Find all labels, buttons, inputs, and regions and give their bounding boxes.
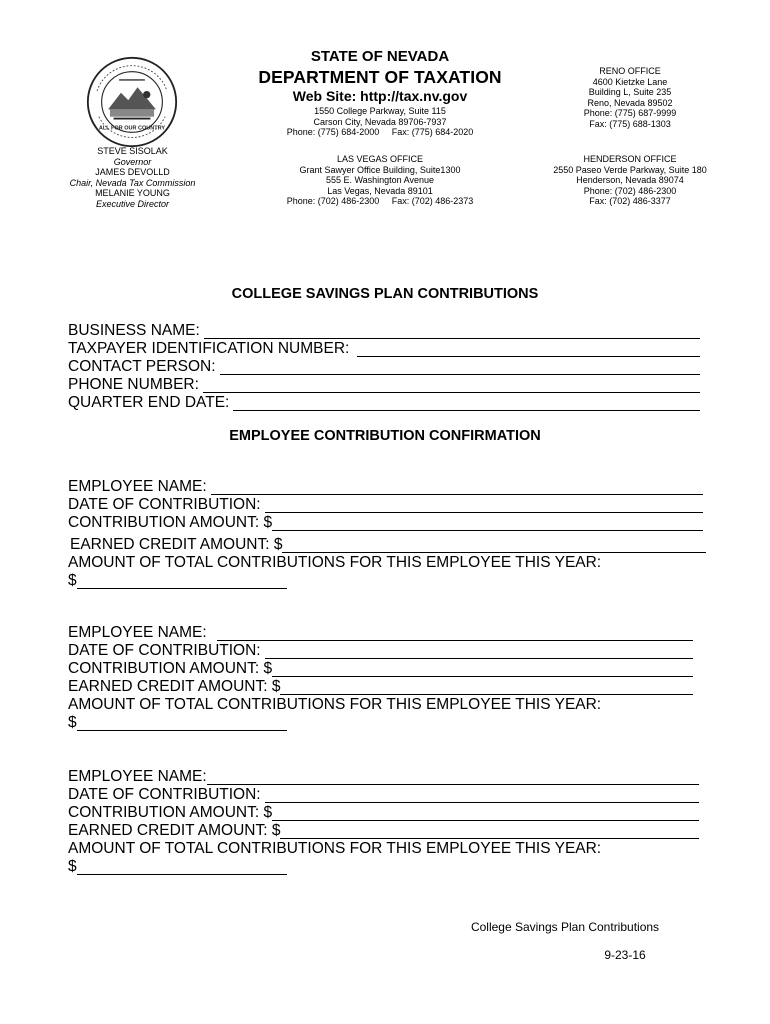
employee-name-label: EMPLOYEE NAME: <box>68 768 207 785</box>
las-vegas-office-line: 555 E. Washington Avenue <box>325 175 435 185</box>
business-name-field[interactable] <box>68 322 700 340</box>
quarter-end-date-input-line[interactable] <box>233 396 700 411</box>
phone-number-label: PHONE NUMBER: <box>68 376 199 393</box>
contribution-amount-input-line[interactable] <box>272 662 693 677</box>
contact-person-field[interactable] <box>68 358 700 376</box>
earned-credit-field[interactable] <box>68 678 693 696</box>
total-contributions-input-line[interactable] <box>77 574 287 589</box>
carson-office <box>260 106 500 138</box>
contribution-amount-label: CONTRIBUTION AMOUNT: $ <box>68 514 273 531</box>
officials-list <box>40 146 225 209</box>
total-contributions-label: AMOUNT OF TOTAL CONTRIBUTIONS FOR THIS EMPLOYEE THIS YEAR: <box>68 554 602 571</box>
quarter-end-date-field[interactable] <box>68 394 700 412</box>
contribution-date-label: DATE OF CONTRIBUTION: <box>68 642 261 659</box>
contact-person-label: CONTACT PERSON: <box>68 358 216 375</box>
las-vegas-office-line: Phone: (702) 486-2300 Fax: (702) 486-2373 <box>286 196 474 206</box>
contact-person-input-line[interactable] <box>220 360 700 375</box>
contribution-amount-field[interactable] <box>68 514 703 532</box>
total-contributions-input-line[interactable] <box>77 860 287 875</box>
employee-name-input-line[interactable] <box>207 770 699 785</box>
contribution-amount-input-line[interactable] <box>272 516 703 531</box>
contribution-date-field[interactable] <box>68 642 693 660</box>
quarter-end-date-label: QUARTER END DATE: <box>68 394 230 411</box>
contribution-date-input-line[interactable] <box>265 788 699 803</box>
carson-phone-line: Phone: (775) 684-2000 Fax: (775) 684-2020 <box>286 127 474 137</box>
section-title: EMPLOYEE CONTRIBUTION CONFIRMATION <box>229 428 541 444</box>
reno-office-title: RENO OFFICE <box>599 66 661 76</box>
employee-name-input-line[interactable] <box>217 626 693 641</box>
employee-name-field[interactable] <box>68 768 699 786</box>
total-contributions-field[interactable] <box>68 714 287 732</box>
employee-name-label: EMPLOYEE NAME: <box>68 478 207 495</box>
business-name-input-line[interactable] <box>204 324 700 339</box>
las-vegas-office-line: Grant Sawyer Office Building, Suite1300 <box>299 164 461 175</box>
official-title: Executive Director <box>95 198 170 209</box>
total-contributions-field[interactable] <box>68 858 287 876</box>
website: Web Site: http://tax.nv.gov <box>292 88 468 104</box>
contribution-amount-label: CONTRIBUTION AMOUNT: $ <box>68 660 273 677</box>
henderson-office-line: Fax: (702) 486-3377 <box>589 196 671 206</box>
total-contributions-label: AMOUNT OF TOTAL CONTRIBUTIONS FOR THIS EMPLOYEE THIS YEAR: <box>68 840 602 857</box>
reno-office-line: Fax: (775) 688-1303 <box>589 118 671 129</box>
official-title: Governor <box>113 156 152 167</box>
las-vegas-office-line: Las Vegas, Nevada 89101 <box>327 185 433 196</box>
reno-office-line: Building L, Suite 235 <box>588 87 672 97</box>
state-seal-icon <box>86 56 178 148</box>
contribution-amount-field[interactable] <box>68 660 693 678</box>
reno-office-line: 4600 Kietzke Lane <box>592 76 668 87</box>
dollar-sign: $ <box>68 714 77 731</box>
henderson-office <box>530 154 730 207</box>
taxpayer-id-field[interactable] <box>68 340 700 358</box>
earned-credit-field[interactable] <box>68 822 699 840</box>
earned-credit-input-line[interactable] <box>280 824 699 839</box>
las-vegas-office <box>260 154 500 207</box>
contribution-date-input-line[interactable] <box>265 498 703 513</box>
official-title: Chair, Nevada Tax Commission <box>69 177 196 188</box>
state-name: STATE OF NEVADA <box>310 48 450 65</box>
contribution-date-field[interactable] <box>68 786 699 804</box>
employee-name-label: EMPLOYEE NAME: <box>68 624 207 641</box>
henderson-office-title: HENDERSON OFFICE <box>583 154 677 164</box>
las-vegas-office-title: LAS VEGAS OFFICE <box>336 154 424 164</box>
reno-office <box>545 66 715 129</box>
earned-credit-label: EARNED CREDIT AMOUNT: $ <box>68 822 281 839</box>
footer-date: 9-23-16 <box>604 948 646 962</box>
contribution-date-input-line[interactable] <box>265 644 693 659</box>
form-title: COLLEGE SAVINGS PLAN CONTRIBUTIONS <box>231 286 539 302</box>
phone-number-field[interactable] <box>68 376 700 394</box>
earned-credit-label: EARNED CREDIT AMOUNT: $ <box>68 678 281 695</box>
official-name: MELANIE YOUNG <box>95 188 170 198</box>
total-contributions-field[interactable] <box>68 572 287 590</box>
svg-text:ALL FOR OUR COUNTRY: ALL FOR OUR COUNTRY <box>98 125 166 132</box>
dollar-sign: $ <box>68 572 77 589</box>
earned-credit-label: EARNED CREDIT AMOUNT: $ <box>70 536 283 553</box>
earned-credit-field[interactable] <box>70 536 706 554</box>
henderson-office-line: Henderson, Nevada 89074 <box>576 175 684 185</box>
reno-office-line: Reno, Nevada 89502 <box>587 97 673 108</box>
footer-document-name: College Savings Plan Contributions <box>470 920 660 934</box>
employee-name-field[interactable] <box>68 478 703 496</box>
dollar-sign: $ <box>68 858 77 875</box>
carson-address-line: Carson City, Nevada 89706-7937 <box>313 116 447 127</box>
total-contributions-input-line[interactable] <box>77 716 287 731</box>
contribution-amount-label: CONTRIBUTION AMOUNT: $ <box>68 804 273 821</box>
henderson-office-line: 2550 Paseo Verde Parkway, Suite 180 <box>553 164 707 175</box>
total-contributions-label: AMOUNT OF TOTAL CONTRIBUTIONS FOR THIS EMPLOYEE THIS YEAR: <box>68 696 602 713</box>
henderson-office-line: Phone: (702) 486-2300 <box>583 185 677 196</box>
contribution-date-label: DATE OF CONTRIBUTION: <box>68 496 261 513</box>
contribution-amount-input-line[interactable] <box>272 806 699 821</box>
official-name: JAMES DEVOLLD <box>95 167 170 177</box>
taxpayer-id-label: TAXPAYER IDENTIFICATION NUMBER: <box>68 340 350 357</box>
earned-credit-input-line[interactable] <box>282 538 706 553</box>
carson-address-line: 1550 College Parkway, Suite 115 <box>314 106 446 116</box>
contribution-amount-field[interactable] <box>68 804 699 822</box>
phone-number-input-line[interactable] <box>203 378 700 393</box>
employee-name-input-line[interactable] <box>211 480 703 495</box>
official-name: STEVE SISOLAK <box>97 146 168 156</box>
contribution-date-label: DATE OF CONTRIBUTION: <box>68 786 261 803</box>
contribution-date-field[interactable] <box>68 496 703 514</box>
reno-office-line: Phone: (775) 687-9999 <box>583 108 677 118</box>
business-name-label: BUSINESS NAME: <box>68 322 200 339</box>
taxpayer-id-input-line[interactable] <box>357 342 700 357</box>
department-name: DEPARTMENT OF TAXATION <box>258 67 502 87</box>
earned-credit-input-line[interactable] <box>280 680 693 695</box>
employee-name-field[interactable] <box>68 624 693 642</box>
